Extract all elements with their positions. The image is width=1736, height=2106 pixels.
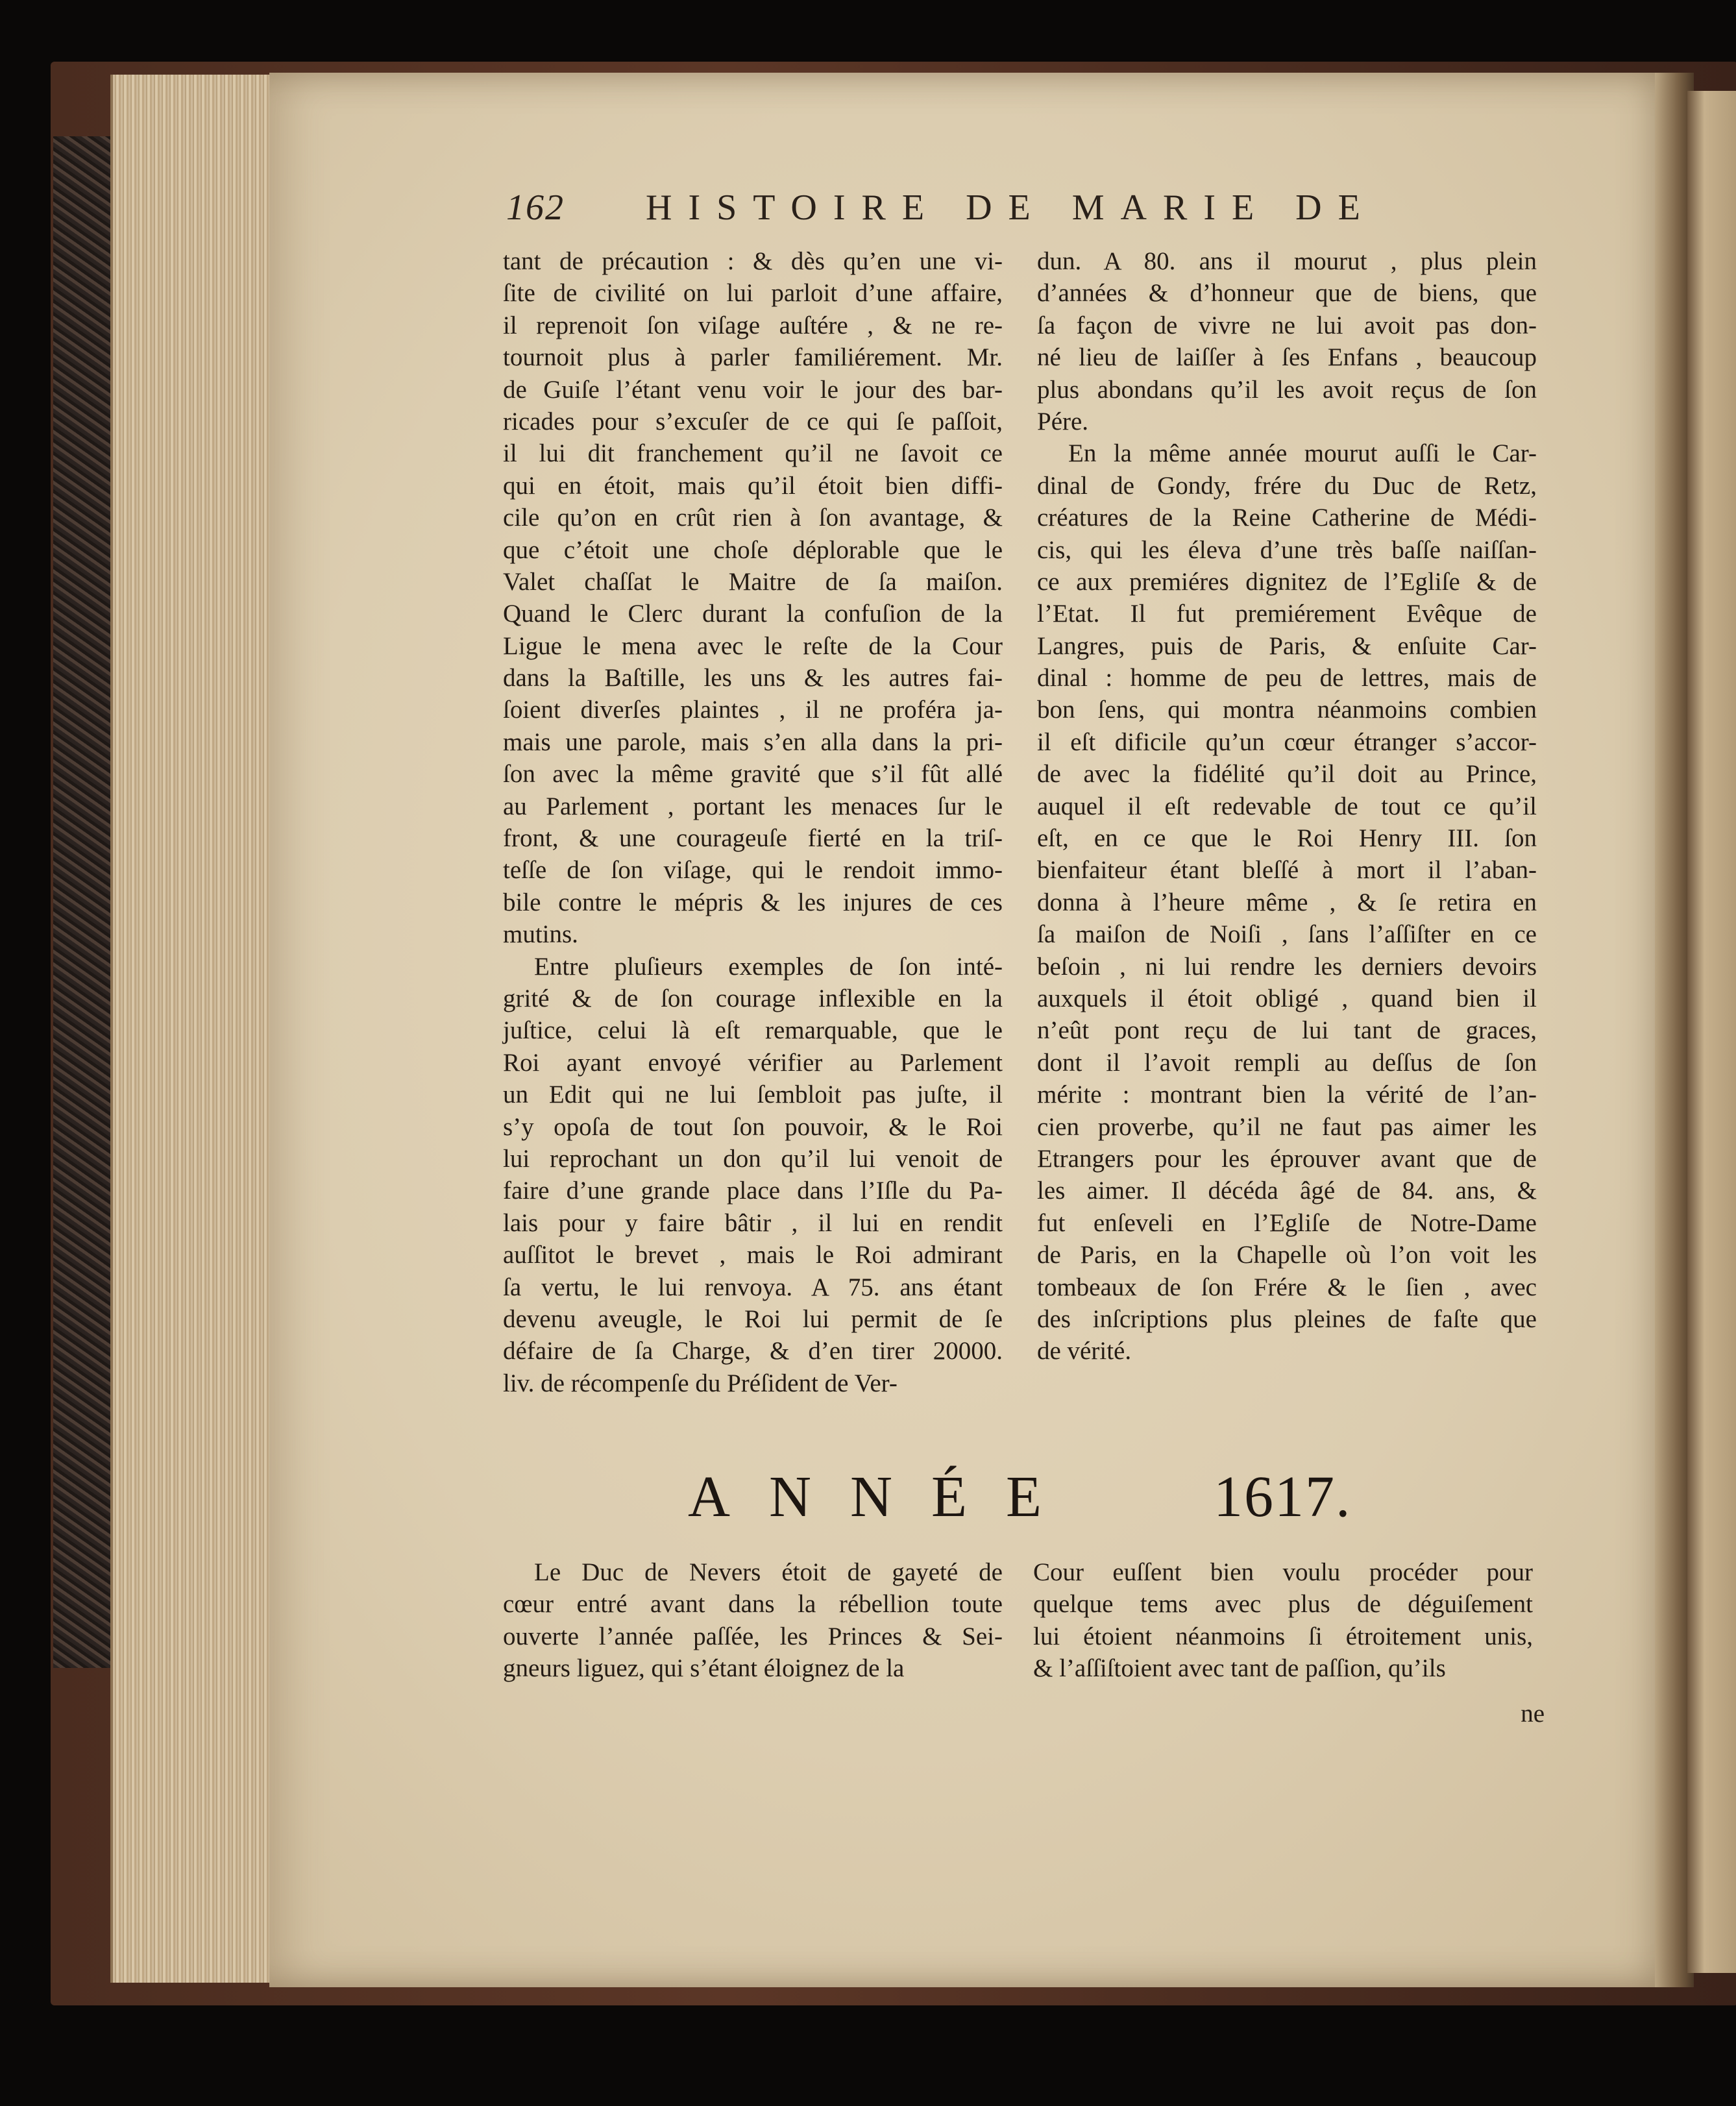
right-column — [1037, 245, 1537, 1367]
heading-word: ANNÉE — [688, 1465, 1081, 1529]
text-line: Entre pluſieurs exemples de ſon inté- — [534, 952, 1003, 981]
text-line: cis, qui les éleva d’une très baſſe naiſſan- — [1037, 535, 1537, 564]
text-line: ſa façon de vivre ne lui avoit pas don- — [1037, 311, 1537, 339]
text-line: liv. de récompenſe du Préſident de Ver- — [503, 1369, 898, 1397]
text-line: de Guiſe l’étant venu voir le jour des bar- — [503, 375, 1003, 404]
text-line: tombeaux de ſon Frére & le ſien , avec — [1037, 1273, 1537, 1301]
text-line: bile contre le mépris & les injures de ces — [503, 888, 1003, 916]
section-left-column — [503, 1556, 1003, 1685]
running-head — [506, 187, 1428, 239]
text-line: Quand le Clerc durant la confuſion de la — [503, 600, 1003, 628]
text-line: créatures de la Reine Catherine de Médi- — [1037, 504, 1537, 532]
text-line: tournoit plus à parler familiérement. Mr. — [503, 343, 1003, 372]
text-line: né lieu de laiſſer à ſes Enfans , beaucoup — [1037, 343, 1537, 372]
text-line: dans la Baſtille, les uns & les autres fai- — [503, 664, 1003, 692]
text-line: auquel il eſt redevable de tout ce qu’il — [1037, 792, 1537, 820]
text-line: Langres, puis de Paris, & enſuite Car- — [1037, 631, 1537, 660]
text-line: juſtice, celui là eſt remarquable, que le — [503, 1016, 1003, 1045]
running-title: HISTOIRE DE MARIE DE — [646, 188, 1376, 228]
text-line: Etrangers pour les éprouver avant que de — [1037, 1144, 1537, 1173]
text-line: dinal de Gondy, frére du Duc de Retz, — [1037, 471, 1537, 500]
text-line: beſoin , ni lui rendre les derniers devoirs — [1037, 952, 1537, 981]
text-line: l’Etat. Il fut premiérement Evêque de — [1037, 600, 1537, 628]
text-line: donna à l’heure même , & ſe retira en — [1037, 888, 1537, 916]
section-right-column — [1033, 1556, 1533, 1685]
text-line: les aimer. Il décéda âgé de 84. ans, & — [1037, 1177, 1537, 1205]
text-line: front, & une courageuſe fierté en la triſ- — [503, 824, 1003, 853]
text-line: il reprenoit ſon viſage auſtére , & ne re- — [503, 311, 1003, 339]
text-line: ſa vertu, le lui renvoya. A 75. ans étant — [503, 1273, 1003, 1301]
text-line: Le Duc de Nevers étoit de gayeté de — [534, 1558, 1003, 1586]
text-line: ſa maiſon de Noiſi , ſans l’aſſiſter en ce — [1037, 920, 1537, 949]
text-line: ricades pour s’excuſer de ce qui ſe paſſoit, — [503, 407, 1003, 435]
text-line: n’eût pont reçu de lui tant de graces, — [1037, 1016, 1537, 1045]
text-line: Ligue le mena avec le reſte de la Cour — [503, 631, 1003, 660]
text-line: s’y opoſa de tout ſon pouvoir, & le Roi — [503, 1112, 1003, 1141]
text-line: Roi ayant envoyé vérifier au Parlement — [503, 1048, 1003, 1077]
text-line: lui reprochant un don qu’il lui venoit de — [503, 1144, 1003, 1173]
text-line: de Paris, en la Chapelle où l’on voit les — [1037, 1241, 1537, 1269]
text-line: Valet chaſſat le Maitre de ſa maiſon. — [503, 567, 1003, 596]
marbled-board — [53, 136, 115, 1668]
page-number: 162 — [506, 188, 565, 228]
facing-page-edge — [1687, 91, 1736, 1973]
text-line: dinal : homme de peu de lettres, mais de — [1037, 664, 1537, 692]
text-line: ce aux premiéres dignitez de l’Egliſe & de — [1037, 567, 1537, 596]
text-line: ſite de civilité on lui parloit d’une affaire, — [503, 279, 1003, 308]
text-line: devenu aveugle, le Roi lui permit de ſe — [503, 1304, 1003, 1333]
text-line: grité & de ſon courage inflexible en la — [503, 984, 1003, 1012]
text-line: auxquels il étoit obligé , quand bien il — [1037, 984, 1537, 1012]
text-line: ſoient diverſes plaintes , il ne proféra ja- — [503, 696, 1003, 724]
text-line: quelque tems avec plus de déguiſement — [1033, 1590, 1533, 1619]
text-line: & l’aſſiſtoient avec tant de paſſion, qu’ils — [1033, 1654, 1446, 1683]
text-line: Cour euſſent bien voulu procéder pour — [1033, 1558, 1533, 1586]
text-line: un Edit qui ne lui ſembloit pas juſte, il — [503, 1081, 1003, 1109]
text-line: cien proverbe, qu’il ne faut pas aimer les — [1037, 1112, 1537, 1141]
text-line: Pére. — [1037, 407, 1089, 435]
text-line: En la même année mourut auſſi le Car- — [1068, 439, 1537, 468]
text-line: que c’étoit une choſe déplorable que le — [503, 535, 1003, 564]
text-line: mutins. — [503, 920, 578, 949]
heading-year: 1617. — [1214, 1465, 1352, 1529]
text-line: faire d’une grande place dans l’Iſle du Pa- — [503, 1177, 1003, 1205]
text-line: lui étoient néanmoins ſi étroitement unis, — [1033, 1622, 1533, 1650]
text-line: bon ſens, qui montra néanmoins combien — [1037, 696, 1537, 724]
text-line: mérite : montrant bien la vérité de l’an- — [1037, 1081, 1537, 1109]
text-line: cœur entré avant dans la rébellion toute — [503, 1590, 1003, 1619]
text-line: ouverte l’année paſſée, les Princes & Sei- — [503, 1622, 1003, 1650]
text-line: plus abondans qu’il les avoit reçus de ſon — [1037, 375, 1537, 404]
text-line: il lui dit franchement qu’il ne ſavoit ce — [503, 439, 1003, 468]
text-line: mais une parole, mais s’en alla dans la pri- — [503, 728, 1003, 756]
section-heading — [688, 1463, 1402, 1541]
page-edges — [110, 75, 275, 1983]
text-line: d’années & d’honneur que de biens, que — [1037, 279, 1537, 308]
text-line: de avec la fidélité qu’il doit au Prince, — [1037, 760, 1537, 789]
text-line: tant de précaution : & dès qu’en une vi- — [503, 247, 1003, 275]
text-line: gneurs liguez, qui s’étant éloignez de la — [503, 1654, 905, 1683]
text-line: défaire de ſa Charge, & d’en tirer 20000. — [503, 1337, 1003, 1365]
text-line: ſon avec la même gravité que s’il fût allé — [503, 760, 1003, 789]
text-line: dont il l’avoit rempli au deſſus de ſon — [1037, 1048, 1537, 1077]
text-line: eſt, en ce que le Roi Henry III. ſon — [1037, 824, 1537, 853]
left-column — [503, 245, 1003, 1399]
text-line: lais pour y faire bâtir , il lui en rendit — [503, 1208, 1003, 1237]
text-line: qui en étoit, mais qu’il étoit bien diffi- — [503, 471, 1003, 500]
text-line: bienfaiteur étant bleſſé à mort il l’aban- — [1037, 856, 1537, 885]
text-line: dun. A 80. ans il mourut , plus plein — [1037, 247, 1537, 275]
text-line: au Parlement , portant les menaces ſur le — [503, 792, 1003, 820]
text-line: fut enſeveli en l’Egliſe de Notre-Dame — [1037, 1208, 1537, 1237]
text-line: auſſitot le brevet , mais le Roi admirant — [503, 1241, 1003, 1269]
text-line: cile qu’on en crût rien à ſon avantage, & — [503, 504, 1003, 532]
text-line: de vérité. — [1037, 1337, 1132, 1365]
catchword: ne — [1521, 1700, 1545, 1728]
text-line: teſſe de ſon viſage, qui le rendoit immo- — [503, 856, 1003, 885]
text-line: des inſcriptions plus pleines de faſte que — [1037, 1304, 1537, 1333]
text-line: il eſt dificile qu’un cœur étranger s’accor- — [1037, 728, 1537, 756]
